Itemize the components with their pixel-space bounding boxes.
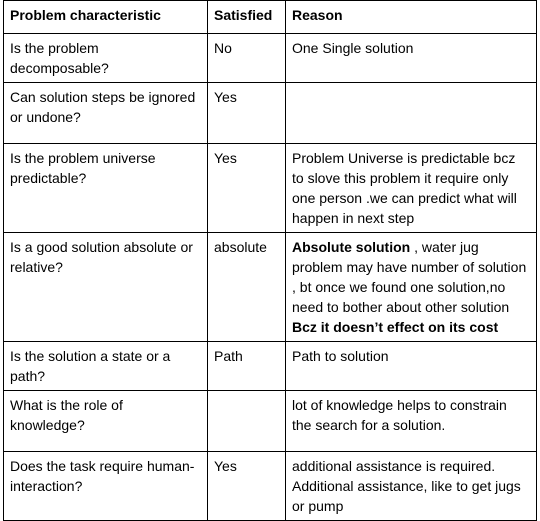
reason-cell: Path to solution: [286, 342, 537, 391]
satisfied-cell: Yes: [208, 452, 286, 521]
satisfied-cell: No: [208, 34, 286, 83]
reason-cell: lot of knowledge helps to constrain the search for a solution.: [286, 391, 537, 452]
header-reason: Reason: [286, 1, 537, 34]
table-row: [4, 391, 537, 452]
reason-cell: [286, 233, 537, 342]
reason-text: , water jug problem may have number of solution , bt once we found one solution,no need to bother about other solution: [292, 239, 527, 315]
table-header-row: [4, 1, 537, 34]
table-row: [4, 144, 537, 233]
table-row: [4, 34, 537, 83]
characteristic-cell: Is the problem decomposable?: [4, 34, 208, 83]
reason-cell: Problem Universe is predictable bcz to slove this problem it require only one person .we can predict what will happen in next step: [286, 144, 537, 233]
reason-bold-tail: Bcz it doesn’t effect on its cost: [292, 319, 499, 335]
reason-cell: additional assistance is required. Additional assistance, like to get jugs or pump: [286, 452, 537, 521]
characteristic-cell: Is the problem universe predictable?: [4, 144, 208, 233]
satisfied-cell: Yes: [208, 83, 286, 144]
characteristic-cell: Can solution steps be ignored or undone?: [4, 83, 208, 144]
table-row: [4, 342, 537, 391]
reason-cell: [286, 83, 537, 144]
problem-characteristics-table: [3, 0, 537, 521]
table-row: [4, 233, 537, 342]
reason-cell: One Single solution: [286, 34, 537, 83]
table-row: [4, 452, 537, 521]
characteristic-cell: Does the task require human-interaction?: [4, 452, 208, 521]
satisfied-cell: Path: [208, 342, 286, 391]
header-problem-characteristic: Problem characteristic: [4, 1, 208, 34]
satisfied-cell: [208, 391, 286, 452]
table-row: [4, 83, 537, 144]
characteristic-cell: Is the solution a state or a path?: [4, 342, 208, 391]
header-satisfied: Satisfied: [208, 1, 286, 34]
satisfied-cell: Yes: [208, 144, 286, 233]
reason-bold-lead: Absolute solution: [292, 239, 411, 255]
characteristic-cell: Is a good solution absolute or relative?: [4, 233, 208, 342]
satisfied-cell: absolute: [208, 233, 286, 342]
characteristic-cell: What is the role of knowledge?: [4, 391, 208, 452]
